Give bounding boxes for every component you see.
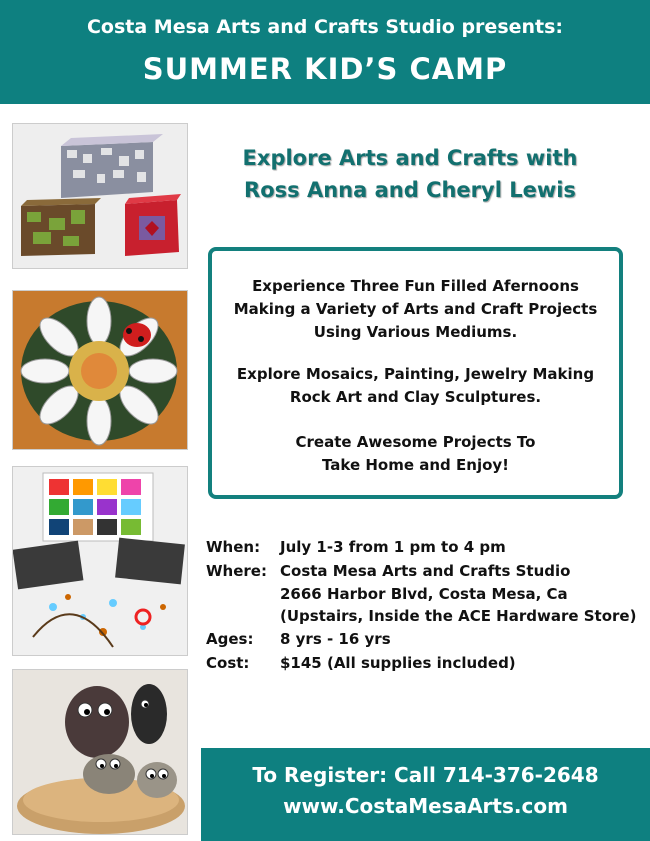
info-line: Create Awesome Projects To	[295, 433, 536, 451]
headline-line-2: Ross Anna and Cheryl Lewis	[244, 178, 576, 202]
info-paragraph-3	[212, 431, 619, 477]
when-value: July 1-3 from 1 pm to 4 pm	[280, 538, 506, 556]
ages-row	[206, 627, 646, 651]
cost-value: $145 (All supplies included)	[280, 654, 516, 672]
cost-row	[206, 651, 646, 675]
camp-title: SUMMER KID’S CAMP	[142, 52, 508, 86]
info-line: Rock Art and Clay Sculptures.	[289, 388, 542, 406]
info-box	[208, 247, 623, 499]
info-line: Take Home and Enjoy!	[321, 456, 510, 474]
headline	[205, 142, 615, 206]
info-line: Experience Three Fun Filled Afernoons	[252, 277, 579, 295]
when-row	[206, 535, 646, 559]
info-paragraph-2	[212, 363, 619, 409]
info-line: Making a Variety of Arts and Craft Projects	[233, 300, 598, 318]
info-paragraph-1	[212, 275, 619, 344]
address-line-1: 2666 Harbor Blvd, Costa Mesa, Ca	[280, 585, 568, 603]
painted-daisy-rock-photo	[12, 290, 188, 450]
ages-value: 8 yrs - 16 yrs	[280, 630, 391, 648]
address-row	[206, 605, 646, 627]
header-banner	[0, 0, 650, 104]
info-line: Explore Mosaics, Painting, Jewelry Making	[236, 365, 595, 383]
googly-eye-rocks-photo	[12, 669, 188, 835]
mosaic-boxes-photo	[12, 123, 188, 269]
ages-label: Ages:	[206, 630, 254, 648]
address-row	[206, 583, 646, 605]
where-row	[206, 559, 646, 583]
address-line-2: (Upstairs, Inside the ACE Hardware Store)	[280, 607, 637, 625]
info-line: Using Various Mediums.	[313, 323, 518, 341]
register-website: www.CostaMesaArts.com	[283, 794, 568, 818]
where-value: Costa Mesa Arts and Crafts Studio	[280, 562, 571, 580]
event-details	[206, 535, 646, 675]
presenter-line: Costa Mesa Arts and Crafts Studio presents:	[86, 16, 564, 38]
jewelry-beads-photo	[12, 466, 188, 656]
when-label: When:	[206, 538, 261, 556]
register-banner	[201, 748, 650, 841]
register-phone: To Register: Call 714-376-2648	[252, 763, 599, 787]
where-label: Where:	[206, 562, 267, 580]
headline-line-1: Explore Arts and Crafts with	[242, 146, 578, 170]
cost-label: Cost:	[206, 654, 250, 672]
